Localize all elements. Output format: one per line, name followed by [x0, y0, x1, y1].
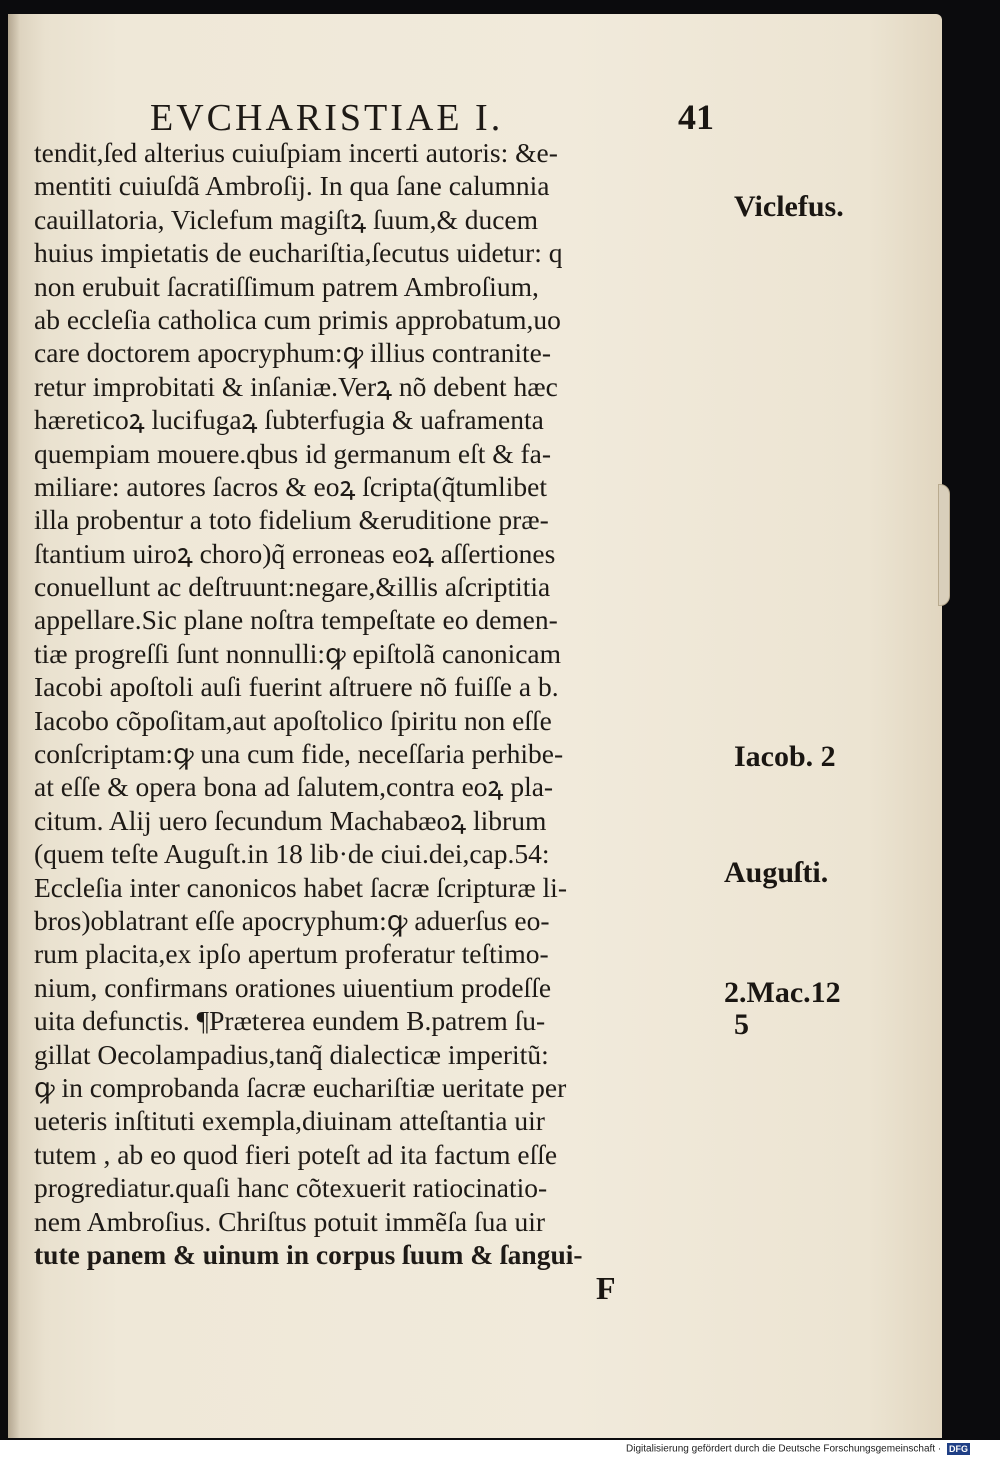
marginal-note: Viclefus. — [734, 190, 844, 223]
text-line: illa probentur a toto fidelium &eruditione præ- — [34, 504, 549, 536]
text-line: tendit,ſed alterius cuiuſpiam incerti autoris: &e- — [34, 137, 558, 168]
text-line: ueteris inſtituti exempla,diuinam atteſtantia uir — [34, 1105, 545, 1137]
text-line: quempiam mouere.qbus id germanum eſt & fa- — [34, 437, 552, 469]
text-line: cauillatoria, Viclefum magiſtꝝ ſuum,& ducem — [34, 203, 539, 235]
text-line: huius impietatis de euchariſtia,ſecutus uidetur: q — [34, 237, 563, 269]
text-line: mentiti cuiuſdã Ambroſij. In qua ſane calumnia — [34, 170, 550, 202]
text-line: gillat Oecolampadius,tanq̃ dialecticæ imperitũ: — [34, 1038, 549, 1070]
running-head: EVCHARISTIAE I. — [150, 97, 504, 139]
body-text — [34, 136, 724, 1271]
text-line: care doctorem apocryphum:ꝙ illius contranite- — [34, 337, 551, 369]
catchword: F — [596, 1270, 616, 1306]
text-line: conuellunt ac deſtruunt:negare,&illis aſcriptitia — [34, 571, 551, 603]
credit-text: Digitalisierung gefördert durch die Deutsche Forschungsgemeinschaft · — [626, 1443, 942, 1455]
text-line: at eſſe & opera bona ad ſalutem,contra eoꝝ pla- — [34, 771, 554, 803]
text-line: rum placita,ex ipſo apertum proferatur teſtimo- — [34, 938, 549, 970]
text-line: tutem , ab eo quod fieri poteſt ad ita factum eſſe — [34, 1138, 558, 1170]
text-line: uita defunctis. ¶Præterea eundem B.patrem ſu- — [34, 1005, 546, 1037]
page-fold — [938, 484, 950, 606]
marginal-note: Iacob. 2 — [734, 740, 836, 773]
marginal-note: 5 — [734, 1008, 749, 1041]
text-line: conſcriptam:ꝙ una cum fide, neceſſaria perhibe- — [34, 738, 564, 770]
text-line: Iacobo cõpoſitam,aut apoſtolico ſpiritu non eſſe — [34, 704, 552, 736]
text-line: nem Ambroſius. Chriſtus potuit immẽſa ſua uir — [34, 1205, 546, 1237]
text-line: citum. Alij uero ſecundum Machabæoꝝ librum — [34, 804, 547, 836]
text-line: miliare: autores ſacros & eoꝝ ſcripta(q̃tumlibet — [34, 470, 548, 502]
text-line: progrediatur.quaſi hanc cõtexuerit ratiocinatio- — [34, 1172, 548, 1204]
text-line: non erubuit ſacratiſſimum patrem Ambroſium, — [34, 270, 539, 302]
digitization-credit — [626, 1443, 970, 1455]
text-line: Iacobi apoſtoli auſi fuerint aſtruere nõ fuiſſe a b. — [34, 671, 559, 703]
folio-number: 41 — [678, 97, 714, 137]
dfg-logo-icon: DFG — [949, 1444, 968, 1454]
text-line: tiæ progreſſi ſunt nonnulli:ꝙ epiſtolã canonicam — [34, 637, 562, 669]
marginal-note: Auguſti. — [724, 856, 829, 889]
marginal-note: 2.Mac.12 — [724, 976, 841, 1009]
text-line: nium, confirmans orationes uiuentium prodeſſe — [34, 971, 552, 1003]
text-line: ꝙ in comprobanda ſacræ euchariſtiæ ueritate per — [34, 1071, 567, 1103]
text-line: ab eccleſia catholica cum primis approbatum,uo — [34, 303, 561, 335]
text-line: appellare.Sic plane noſtra tempeſtate eo demen- — [34, 604, 558, 636]
text-line: tute panem & uinum in corpus ſuum & ſangui- — [34, 1238, 583, 1270]
text-line: Eccleſia inter canonicos habet ſacræ ſcripturæ li- — [34, 871, 567, 903]
text-line: retur improbitati & inſaniæ.Verꝝ nõ debent hæc — [34, 370, 558, 402]
text-line: ſtantium uiroꝝ choro)q̃ erroneas eoꝝ aſſertiones — [34, 537, 556, 569]
text-line: hæreticoꝝ lucifugaꝝ ſubterfugia & uaframenta — [34, 404, 544, 436]
text-line: bros)oblatrant eſſe apocryphum:ꝙ aduerſus eo- — [34, 904, 550, 936]
text-line: (quem teſte Auguſt.in 18 lib·de ciui.dei,cap.54: — [34, 838, 550, 870]
